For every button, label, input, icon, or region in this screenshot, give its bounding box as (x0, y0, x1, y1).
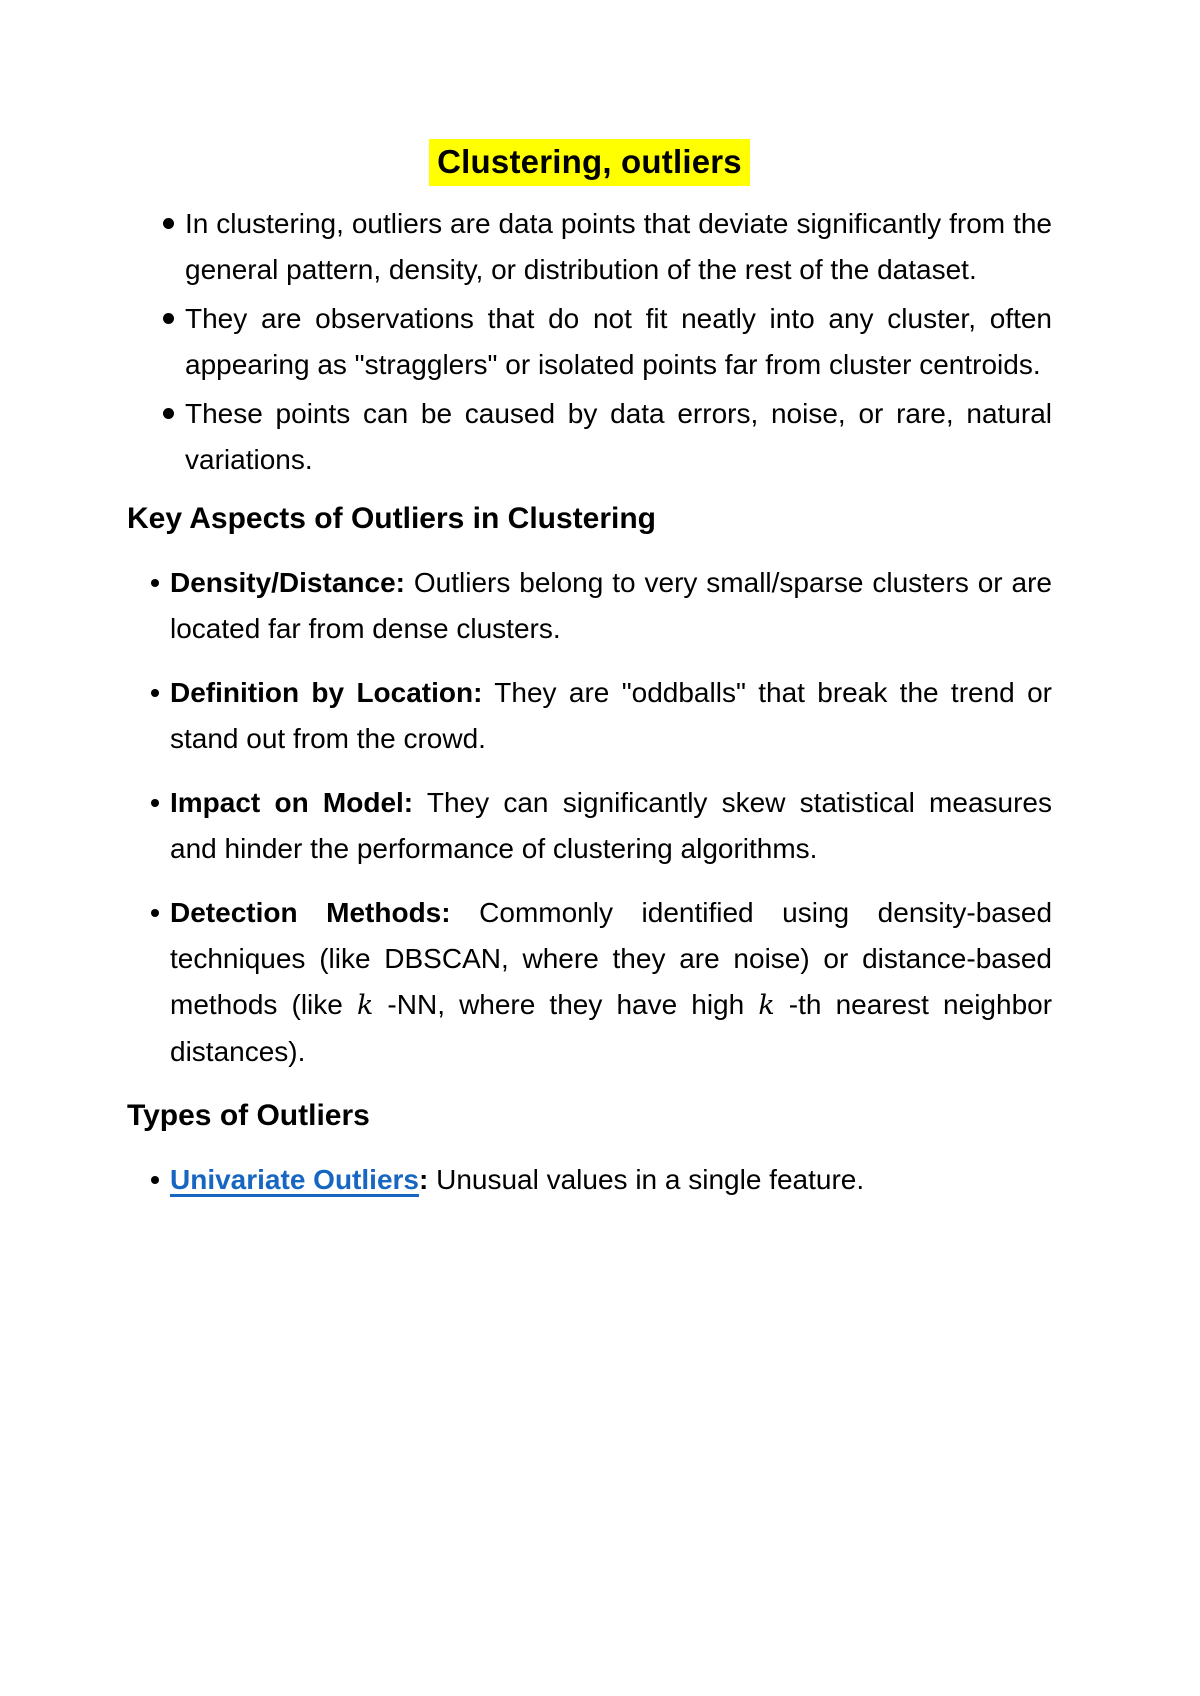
list-item (127, 1157, 1052, 1203)
list-item (127, 201, 1052, 293)
item-text: Commonly identified using density-based techniques (like DBSCAN, where they are noise) or distance-based methods (like (170, 897, 1053, 1020)
bullet-icon (163, 408, 174, 419)
sub-bullet-icon (151, 1176, 159, 1184)
section-heading-key-aspects: Key Aspects of Outliers in Clustering (127, 502, 656, 535)
section-heading-types: Types of Outliers (127, 1099, 370, 1132)
list-item (127, 780, 1052, 872)
intro-bullet-list (127, 201, 1052, 483)
item-text: -th nearest neighbor distances). (170, 989, 1053, 1067)
types-list (127, 1157, 1052, 1203)
bullet-icon (163, 218, 174, 229)
list-item (127, 670, 1052, 762)
math-k-symbol: k (356, 990, 374, 1021)
list-item (127, 296, 1052, 388)
sub-bullet-icon (151, 579, 159, 587)
item-label: Definition by Location: (170, 677, 483, 708)
math-k-symbol: k (758, 990, 775, 1021)
bullet-icon (163, 313, 174, 324)
highlighted-title-text: Clustering, outliers (429, 139, 750, 186)
item-text: -NN, where they have high (387, 989, 745, 1020)
item-text: They are "oddballs" that break the trend or stand out from the crowd. (170, 677, 1052, 754)
item-text: Outliers belong to very small/sparse clusters or are located far from dense clusters. (170, 567, 1052, 644)
list-item-text: These points can be caused by data errors, noise, or rare, natural variations. (185, 398, 1052, 475)
sub-bullet-icon (151, 909, 159, 917)
item-text: They can significantly skew statistical measures and hinder the performance of clustering algorithms. (170, 787, 1052, 864)
item-label: Detection Methods: (170, 897, 451, 928)
univariate-outliers-link[interactable]: Univariate Outliers (170, 1164, 419, 1195)
list-item-text: In clustering, outliers are data points that deviate significantly from the general pattern, density, or distribution of the rest of the dataset. (185, 208, 1052, 285)
item-label: Impact on Model: (170, 787, 414, 818)
colon-text: : (418, 1164, 429, 1195)
item-label: Density/Distance: (170, 567, 405, 598)
sub-bullet-icon (151, 799, 159, 807)
item-text: Unusual values in a single feature. (436, 1164, 865, 1195)
list-item (127, 890, 1052, 1075)
page-title (127, 138, 1052, 185)
list-item-text: They are observations that do not fit neatly into any cluster, often appearing as "stragglers" or isolated points far from cluster centroids. (185, 303, 1052, 380)
list-item (127, 391, 1052, 483)
list-item (127, 560, 1052, 652)
sub-bullet-icon (151, 689, 159, 697)
key-aspects-list (127, 560, 1052, 1075)
